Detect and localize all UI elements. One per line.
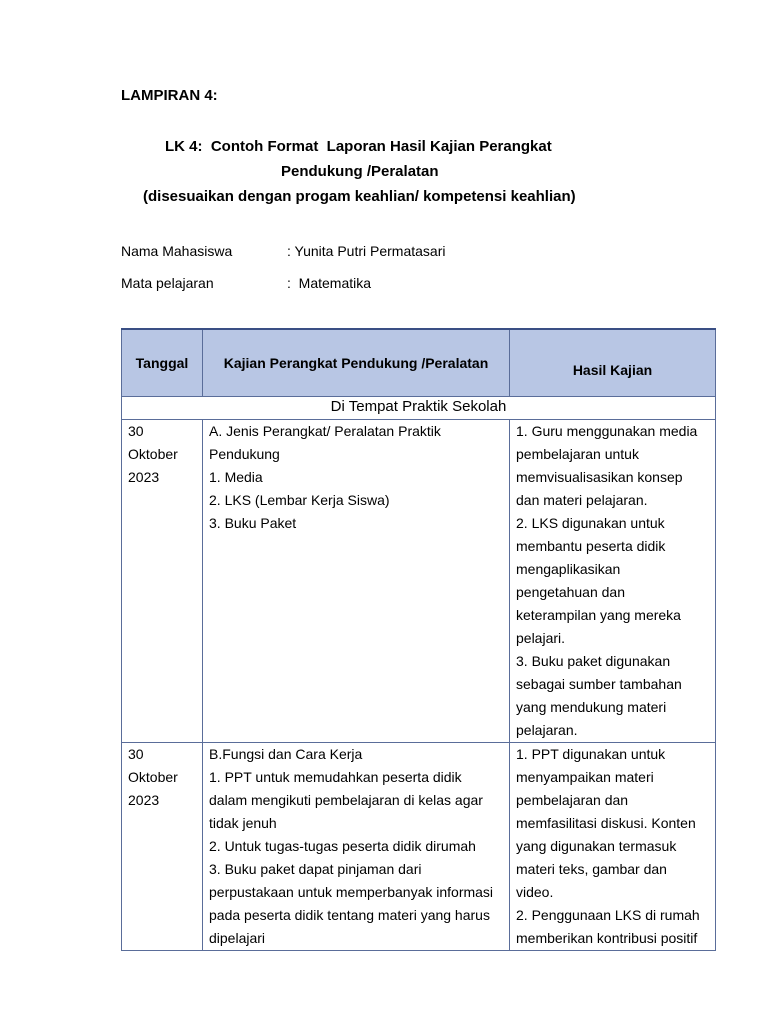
date-cell-line: Oktober (128, 769, 178, 785)
hasil-cell-line: 1. Guru menggunakan media (516, 423, 698, 439)
header-tanggal: Tanggal (122, 329, 203, 397)
hasil-cell-line: pelajaran. (516, 722, 578, 738)
title-line-1: LK 4: Contoh Format Laporan Hasil Kajian Perangkat (165, 138, 552, 155)
date-cell-line: Oktober (128, 446, 178, 462)
table-header-row (122, 329, 716, 397)
kajian-cell (203, 420, 510, 743)
date-cell-line: 30 (128, 423, 144, 439)
kajian-cell-line: perpustakaan untuk memperbanyak informasi (209, 884, 494, 900)
hasil-cell-line: pengetahuan dan (516, 584, 625, 600)
table-row (122, 743, 716, 951)
hasil-cell-line: 3. Buku paket digunakan (516, 653, 671, 669)
hasil-cell-line: keterampilan yang mereka (516, 607, 681, 623)
table-row (122, 420, 716, 743)
hasil-cell-line: memberikan kontribusi positif (516, 930, 698, 946)
kajian-cell-line: 2. LKS (Lembar Kerja Siswa) (209, 492, 390, 508)
report-table (121, 328, 716, 951)
kajian-cell-line: dalam mengikuti pembelajaran di kelas agar (209, 792, 483, 808)
kajian-cell-line: dipelajari (209, 930, 266, 946)
kajian-cell-line: Pendukung (209, 446, 280, 462)
hasil-cell-line: membantu peserta didik (516, 538, 666, 554)
hasil-cell (510, 420, 716, 743)
kajian-cell-line: 3. Buku Paket (209, 515, 297, 531)
hasil-cell-line: video. (516, 884, 554, 900)
kajian-cell-line: A. Jenis Perangkat/ Peralatan Praktik (209, 423, 441, 439)
date-cell-line: 2023 (128, 792, 160, 808)
hasil-cell-line: menyampaikan materi (516, 769, 654, 785)
header-hasil: Hasil Kajian (510, 329, 716, 397)
hasil-cell-line: yang digunakan termasuk (516, 838, 677, 854)
kajian-cell-line: tidak jenuh (209, 815, 277, 831)
title-line-3: (disesuaikan dengan progam keahlian/ kompetensi keahlian) (143, 188, 576, 205)
hasil-cell-line: pembelajaran dan (516, 792, 629, 808)
hasil-cell-line: sebagai sumber tambahan (516, 676, 682, 692)
kajian-cell (203, 743, 510, 951)
section-row (122, 397, 716, 420)
date-cell (122, 743, 203, 951)
date-cell-line: 2023 (128, 469, 160, 485)
name-value: : Yunita Putri Permatasari (287, 243, 446, 259)
hasil-cell (510, 743, 716, 951)
kajian-cell-line: 2. Untuk tugas-tugas peserta didik dirumah (209, 838, 476, 854)
kajian-cell-line: B.Fungsi dan Cara Kerja (209, 746, 363, 762)
hasil-cell-line: pelajari. (516, 630, 566, 646)
name-label: Nama Mahasiswa (121, 243, 233, 259)
hasil-cell-line: memfasilitasi diskusi. Konten (516, 815, 696, 831)
lampiran-label: LAMPIRAN 4: (121, 87, 218, 104)
hasil-cell-line: 2. Penggunaan LKS di rumah (516, 907, 700, 923)
kajian-cell-line: 1. PPT untuk memudahkan peserta didik (209, 769, 462, 785)
hasil-cell-line: 2. LKS digunakan untuk (516, 515, 665, 531)
date-cell (122, 420, 203, 743)
kajian-cell-line: 1. Media (209, 469, 263, 485)
subject-value: : Matematika (287, 275, 372, 291)
hasil-cell-line: yang mendukung materi (516, 699, 667, 715)
header-kajian: Kajian Perangkat Pendukung /Peralatan (203, 329, 510, 397)
kajian-cell-line: pada peserta didik tentang materi yang harus (209, 907, 490, 923)
hasil-cell-line: materi teks, gambar dan (516, 861, 667, 877)
section-title: Di Tempat Praktik Sekolah (122, 397, 716, 420)
hasil-cell-line: memvisualisasikan konsep (516, 469, 683, 485)
kajian-cell-line: 3. Buku paket dapat pinjaman dari (209, 861, 422, 877)
title-line-2: Pendukung /Peralatan (281, 163, 439, 180)
hasil-cell-line: pembelajaran untuk (516, 446, 639, 462)
hasil-cell-line: dan materi pelajaran. (516, 492, 648, 508)
subject-label: Mata pelajaran (121, 275, 214, 291)
hasil-cell-line: mengaplikasikan (516, 561, 621, 577)
date-cell-line: 30 (128, 746, 144, 762)
hasil-cell-line: 1. PPT digunakan untuk (516, 746, 666, 762)
